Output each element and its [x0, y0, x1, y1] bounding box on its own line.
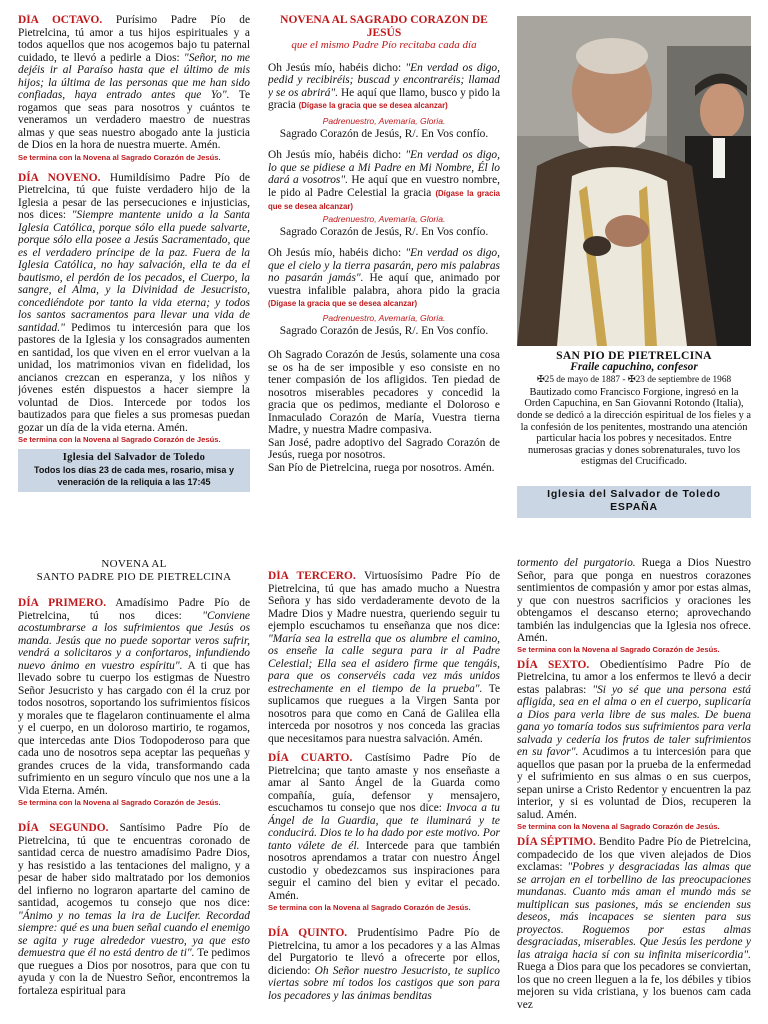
footer-note: Se termina con la Novena al Sagrado Corazón de Jesús. [18, 798, 221, 807]
prayer-paragraph-2: Oh Jesús mío, habéis dicho: "En verdad os digo, lo que se pidiese a Mi Padre en Mi Nombre, Él lo dará a vosotros". He aquí que en vuestro nombre, le pido al Padre Celestial la gracia (Dígase la gracia que se desea alcanzar) [268, 149, 500, 211]
saint-subtitle: Fraile capuchino, confesor [570, 360, 698, 373]
sacred-heart-header: NOVENA AL SAGRADO CORAZÓN DE JESÚS [280, 14, 488, 39]
church-schedule: Todos los días 23 de cada mes, rosario, misa y veneración de la reliquia a las 17:45 [34, 465, 234, 487]
prayer-paragraph-5: San José, padre adoptivo del Sagrado Corazón de Jesús, ruega por nosotros. [268, 436, 500, 461]
footer-note: Se termina con la Novena al Sagrado Corazón de Jesús. [18, 152, 221, 162]
day-5-title: DÍA QUINTO. [268, 927, 348, 939]
day-6-title: DÍA SEXTO. [517, 658, 590, 671]
response-line: Sagrado Corazón de Jesús, R/. En Vos confío. [279, 127, 489, 140]
novena-title-line2: SANTO PADRE PIO DE PIETRELCINA [36, 570, 232, 583]
column-day-8-9 [18, 14, 250, 526]
day-6-paragraph: DÍA SEXTO. Obedientísimo Padre Pío de Pietrelcina, tu amor a los enfermos te llevó a decir estas palabras: "Si yo sé que una persona está afligida, sea en el alma o en el cuerpo, suplicaría a Dios para verla libre de sus males. De buena gana yo tomaría todos sus sufrimientos para verla salvada y cedería los frutos de taler sufrimientos en su favor". Acudimos a tu intercesión para que aquellos que pasan por la prueba de la enfermedad y el sufrimiento en sus almas o en sus cuerpos, sepan unirse a Cristo Redentor y encuentren la paz interior, y si es voluntad de Dios, recuperen la salud. Amén. [517, 658, 751, 821]
day-2-paragraph: DÍA SEGUNDO. Santísimo Padre Pío de Pietrelcina, tú que te encuentras coronado de santidad cerca de nuestro amadísimo Padre Dios, y has resistido a las tentaciones del maligno, y a pesar de haber sido maltratado por los demonios del infierno no lograron apartarte del camino de santidad, acogemos tu consejo que nos dice: "Ánimo y no temas la ira de Lucifer. Recordad siempre: qué es una buen señal cuando el enemigo se agita y ruge alrededor vuestro, ya que esto demuestra que él no está dentro de ti". Te pedimos que ruegues a Dios por nosotros, para que con tu ayuda y con la de Nuestro Señor, encontremos la fortaleza espiritual para [18, 822, 250, 997]
prayer-paragraph-3: Oh Jesús mío, habéis dicho: "En verdad os digo, que el cielo y la tierra pasarán, pero mis palabras no pasarán jamás". He aquí que, animado por vuestra infalible palabra, ahora pido la gracia (Dígase la gracia que se desea alcanzar) [268, 247, 500, 308]
country-name: ESPAÑA [610, 501, 658, 513]
day-5-continuation: tormento del purgatorio. Ruega a Dios Nuestro Señor, para que ponga en nuestros corazones sentimientos de compasión y amor por estas almas, y que con nuestros sacrificios y oraciones les obtengamos el descanso eterno; aprovechando también las indulgencias que la Iglesia nos ofrece. Amén. [517, 557, 751, 644]
prayer-paragraph-4: Oh Sagrado Corazón de Jesús, solamente una cosa se os ha de ser imposible y eso consiste en no tener compasión de los afligidos. Ten piedad de nosotros miserables pecadores y concedid la gracia que os pedimos, mediante el Doloroso e Inmaculado Corazón de María, Vuestra tierna Madre, y nuestra Madre compasiva. [268, 349, 500, 436]
prayer-line: Padrenuestro, Avemaría, Gloria. [322, 213, 446, 224]
prayer-paragraph-6: San Pío de Pietrelcina, ruega por nosotros. Amén. [268, 461, 495, 474]
sacred-heart-subheader: que el mismo Padre Pío recitaba cada día [291, 39, 477, 51]
prayer-line: Padrenuestro, Avemaría, Gloria. [322, 312, 446, 323]
footer-note: Se termina con la Novena al Sagrado Corazón de Jesús. [517, 822, 720, 831]
church-name: Iglesia del Salvador de Toledo [547, 488, 721, 500]
day-1-paragraph: DÍA PRIMERO. Amadísimo Padre Pío de Pietrelcina, tú nos dices: "Conviene acostumbrarse a los sufrimientos que Jesús os manda. Jesús que no puede soportar veros sufrir, vendrá a solicitaros y a confortaros, infundiendo nuevo ánimo en vuestro espíritu". A ti que has llevado sobre tu cuerpo los estigmas de Nuestro Señor Jesucristo y has cargado con él la cruz por todos nosotros, soportando los sufrimientos físicos y morales que te flagelaron continuamente el alma y el cuerpo, en un doloroso martirio, te rogamos, que intercedas ante Dios Todopoderoso para que cada uno de nosotros sepa aceptar las pequeñas y grandes cruces de la vida, transformando cada sufrimiento en un seguro vínculo que nos une a la Vida Eterna. Amén. [18, 597, 250, 797]
response-line: Sagrado Corazón de Jesús, R/. En Vos confío. [279, 225, 489, 238]
prayer-line: Padrenuestro, Avemaría, Gloria. [322, 115, 446, 126]
day-4-title: DÍA CUARTO. [268, 752, 353, 764]
prayer-paragraph-1: Oh Jesús mío, habéis dicho: "En verdad os digo, pedid y recibiréis; buscad y encontraréis; llamad y se os abrirá". He aquí que llamo, busco y pido la gracia (Dígase la gracia que se desea alcanzar) [268, 61, 500, 111]
day-9-paragraph: DÍA NOVENO. Humildísimo Padre Pío de Pietrelcina, tú que fuiste verdadero hijo de la Iglesia a pesar de las persecuciones e injusticias, nos dices: "Siempre mantente unido a la Santa Iglesia Católica, porque sólo ella puede salvarte, porque sólo ella posee a Jesús Sacramentado, que es el verdadero príncipe de la paz. Fuera de la Iglesia Católica, no hay salvación, ella te da el bautismo, el perdón de los pecados, el Cuerpo, la sangre, el Alma, y la Divinidad de Jesucristo, concediéndote por tanto la vida eterna; y todos los santos sacramentos para llevar una vida de santidad." Pedimos tu intercesión para que los pastores de la Iglesia y los consagrados aumenten en santidad, los que viven en el error vuelvan a la unidad, los matrimonios vivan en fidelidad, los ancianos crezcan en esperanza, y los niños y jóvenes estén dispuestos a hacer siempre la voluntad de Dios. Intercede por todos los bautizados para que fieles a sus promesas puedan gozar un día de la vida eterna. Amén. [18, 171, 250, 434]
day-7-paragraph: DÍA SÉPTIMO. Bendito Padre Pío de Pietrelcina, compadecido de los que viven alejados de Dios exclamas: "Pobres y desgraciadas las almas que se arrojan en el torbellino de las preocupaciones mundanas. Cuanto más aman el mundo más se multiplican sus pasiones, más se encienden sus deseos, más incapaces se sienten para sus proyectos. Roguemos por estas almas desgraciadas, miserables. Que Jesús les perdone y las atraiga hacia sí con su infinita misericordia". Ruega a Dios para que los pecadores se conviertan, los que no creen lleguen a la fe, los débiles y tibios mejoren su vida cristiana, y los buenos cam cada vez [517, 836, 751, 1011]
column-day-3-5 [268, 570, 500, 1024]
column-sacred-heart [268, 14, 500, 526]
day-3-title: DÍA TERCERO. [268, 570, 356, 582]
novena-title-line1: NOVENA AL [101, 558, 167, 570]
church-banner-spain [517, 486, 751, 518]
church-info-banner [18, 449, 250, 492]
day-1-title: DÍA PRIMERO. [18, 597, 107, 609]
day-3-paragraph: DÍA TERCERO. Virtuosísimo Padre Pío de Pietrelcina, tú que has amado mucho a Nuestra Señora y has sido verdaderamente devoto de la Madre Dios y Madre nuestra, queriendo seguir tu ejemplo escuchamos tu enseñanza que nos dice: "María sea la estrella que os alumbre el camino, os enseñe la calle segura para ir al Padre Celestial; Ella sea el asidero firme que tengáis, para que os conservéis cada vez más unidos estrechamente en el tiempo de la prueba". Te suplicamos que ruegues a la Virgen Santa por nosotros para que como en Caná de Galilea ella interceda por nosotros y nos conceda las gracias que necesitamos para nuestra salvación. Amén. [268, 570, 500, 745]
saint-dates: ✠25 de mayo de 1887 - ✠23 de septiembre de 1968 [536, 375, 732, 386]
response-line: Sagrado Corazón de Jesús, R/. En Vos confío. [279, 324, 489, 337]
saint-name: SAN PIO DE PIETRELCINA [556, 350, 712, 362]
day-4-paragraph: DÍA CUARTO. Castísimo Padre Pío de Pietrelcina; que tanto amaste y nos enseñaste a amar al Santo Ángel de la Guarda como compañía, guía, defensor y mensajero, escuchamos tu consejo que nos dice: Invoca a tu Ángel de la Guardia, que te iluminará y te conducirá. Dios te lo ha dado por este motivo. Por tanto válete de él. Intercede para que también nosotros aprendamos a tratar con nuestro Ángel custodio y obedezcamos sus inspiraciones para seguir el camino del bien y evitar el pecado. Amén. [268, 752, 500, 902]
day-8-paragraph: DÍA OCTAVO. Purísimo Padre Pío de Pietrelcina, tú amor a tus hijos espirituales y a todos aquellos que nos acogemos bajo tu paternal cuidado, te llevó a pedirle a Dios: "Señor, no me dejéis ir al Paraíso hasta que el último de mis hijos; la última de las personas que me han sido confiadas, haya entrado antes que Yo". Te rogamos que seas para nosotros y cuántos te veneramos un verdadero maestro de nuestras almas y que seas nuestro abogado ante la justicia de Dios en la hora de nuestra muerte. Amén. [18, 14, 250, 151]
day-2-title: DÍA SEGUNDO. [18, 822, 109, 834]
church-name: Iglesia del Salvador de Toledo [62, 452, 206, 463]
day-9-title: DÍA NOVENO. [18, 171, 101, 184]
footer-note: Se termina con la Novena al Sagrado Corazón de Jesús. [517, 644, 720, 654]
saint-biography: Bautizado como Francisco Forgione, ingresó en la Orden Capuchina, en San Giovanni Rotondo (Italia), donde se dedicó a la dirección espiritual de los fieles y a la confesión de los penitentes, mostrando una atención particular hacia los pobres y necesitados. Entre numerosas gracias y dones sobrenaturales, tuvo los estigmas del Crucificado. [517, 386, 751, 468]
saint-photo [517, 16, 751, 346]
footer-note: Se termina con la Novena al Sagrado Corazón de Jesús. [268, 903, 471, 912]
day-5-paragraph: DÍA QUINTO. Prudentísimo Padre Pío de Pietrelcina, tu amor a los pecadores y a las Almas del Purgatorio te llevó a ofrecerte por ellos, diciendo: Oh Señor nuestro Jesucristo, te suplico viertas sobre mí todos los castigos que son para los pecadores y las ánimas benditas [268, 927, 500, 1002]
day-7-title: DÍA SÉPTIMO. [517, 836, 596, 848]
footer-note: Se termina con la Novena al Sagrado Corazón de Jesús. [18, 435, 221, 444]
padre-pio-photo-illustration [517, 16, 751, 346]
day-8-title: DÍA OCTAVO. [18, 14, 103, 26]
column-day-6-7 [517, 557, 751, 1024]
column-day-1-2 [18, 558, 250, 1024]
